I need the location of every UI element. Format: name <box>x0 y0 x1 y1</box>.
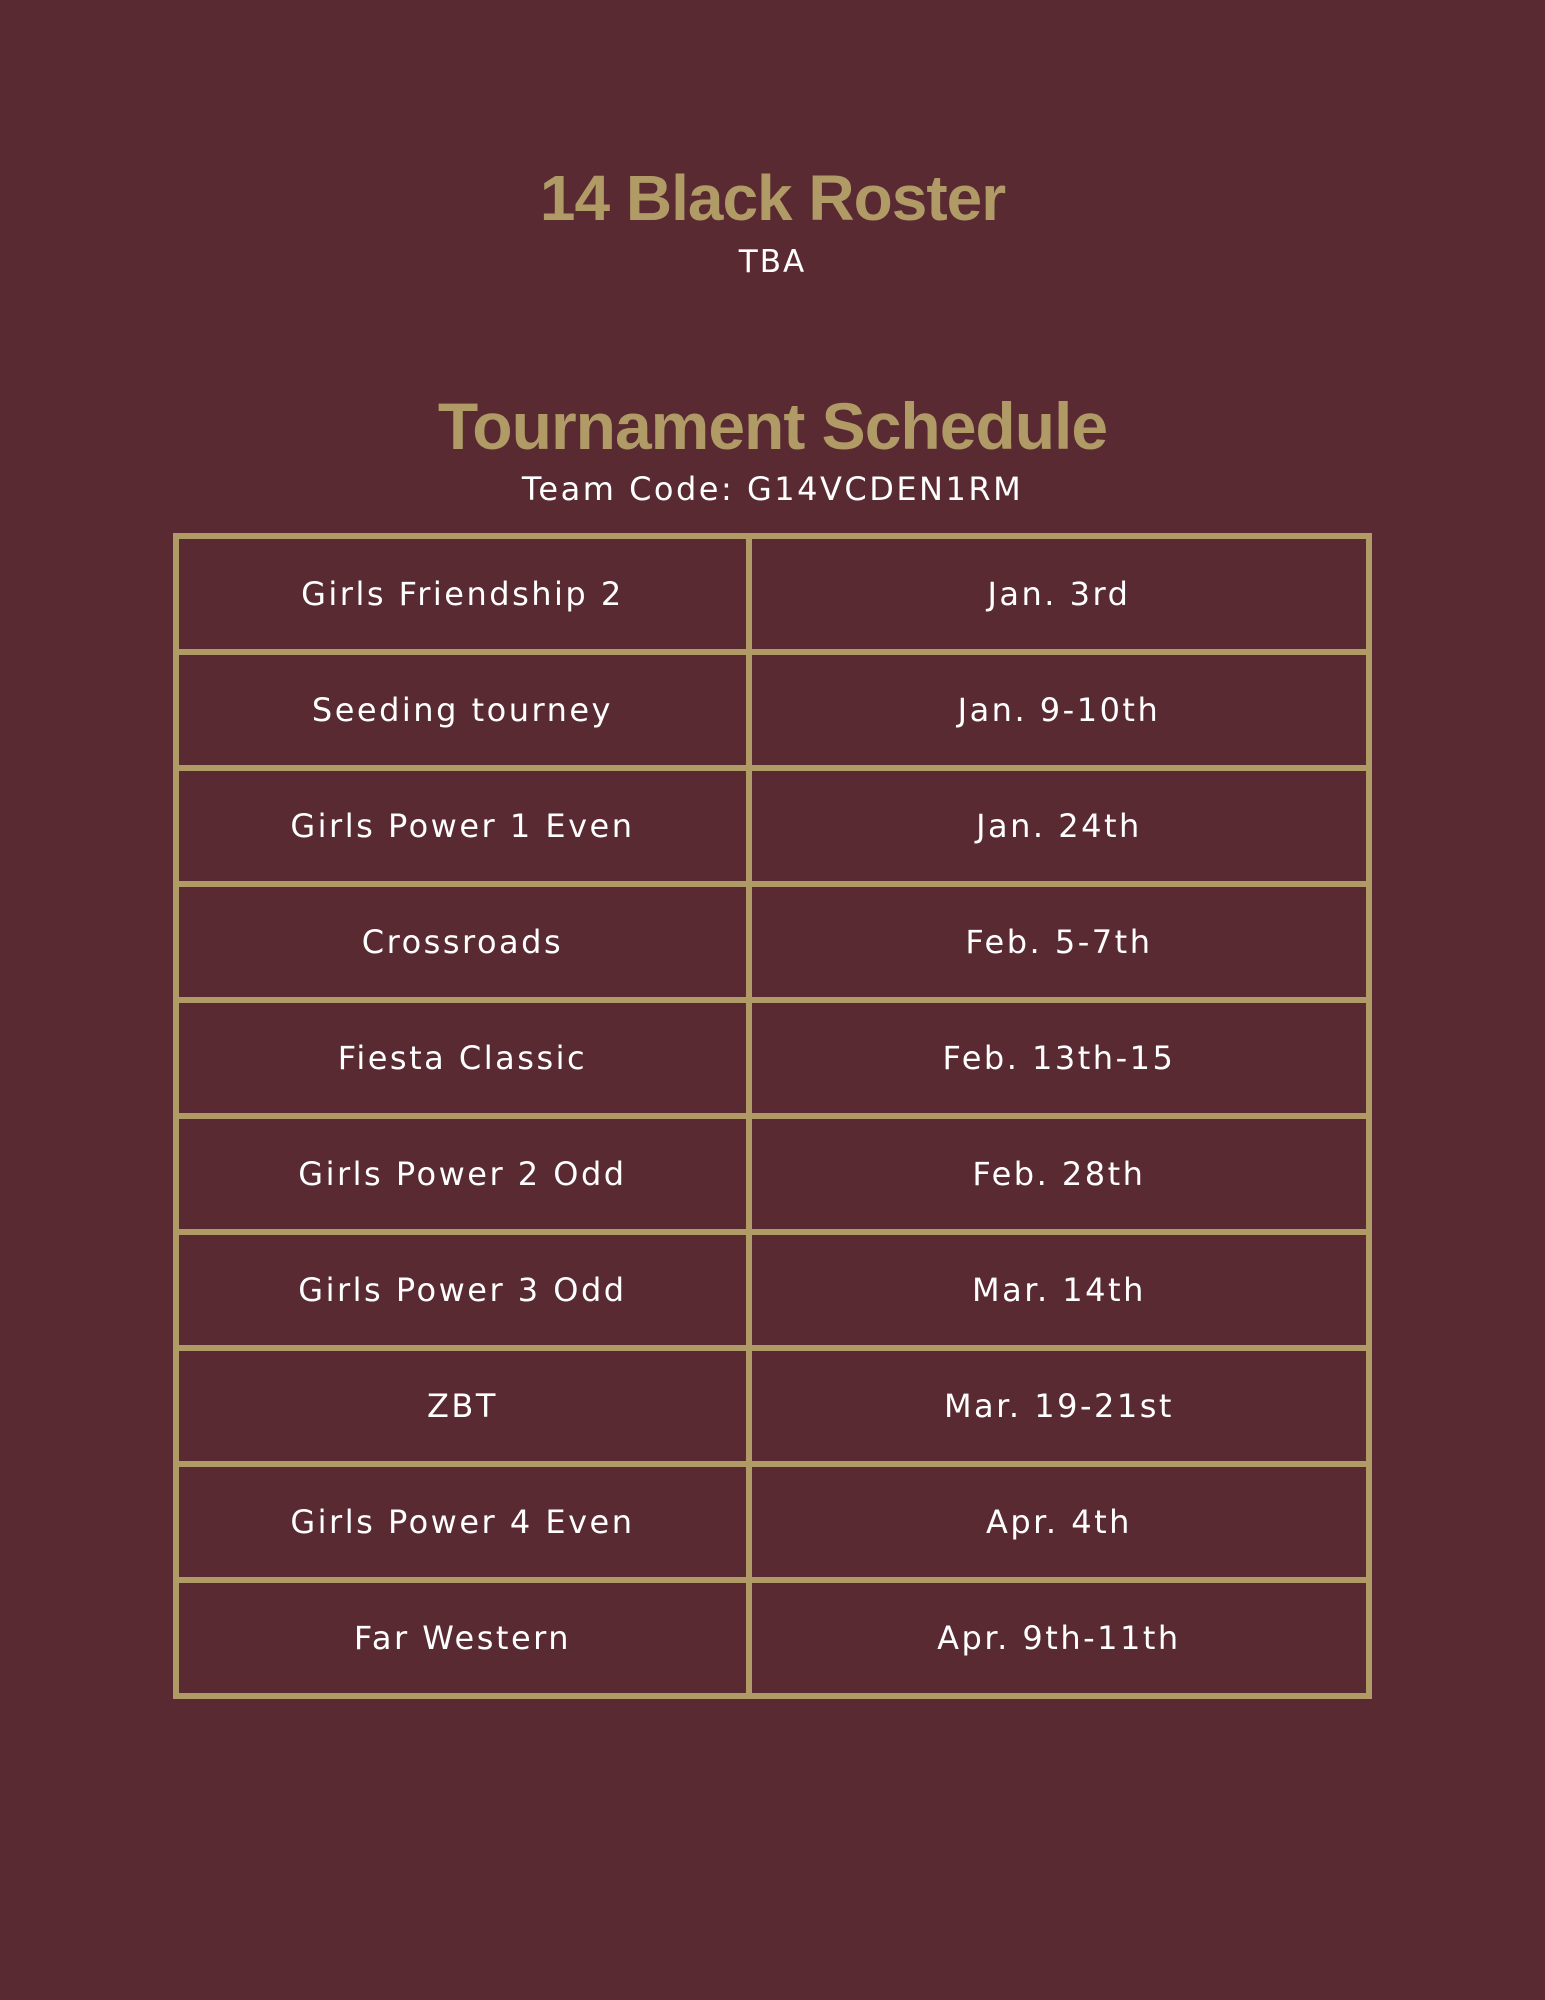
tournament-name: Far Western <box>176 1580 749 1696</box>
team-code: Team Code: G14VCDEN1RM <box>521 470 1024 508</box>
table-row <box>176 652 1369 768</box>
tournament-date: Jan. 3rd <box>749 536 1369 652</box>
tournament-date: Apr. 9th-11th <box>749 1580 1369 1696</box>
tournament-name: ZBT <box>176 1348 749 1464</box>
table-row <box>176 1464 1369 1580</box>
tournament-date: Jan. 9-10th <box>749 652 1369 768</box>
table-row <box>176 536 1369 652</box>
tournament-name: Girls Power 4 Even <box>176 1464 749 1580</box>
tournament-date: Mar. 19-21st <box>749 1348 1369 1464</box>
tournament-name: Seeding tourney <box>176 652 749 768</box>
tournament-date: Jan. 24th <box>749 768 1369 884</box>
roster-subtitle: TBA <box>738 244 807 280</box>
table-row <box>176 884 1369 1000</box>
tournament-name: Girls Power 3 Odd <box>176 1232 749 1348</box>
schedule-title: Tournament Schedule <box>437 389 1108 463</box>
table-row <box>176 1232 1369 1348</box>
tournament-name: Crossroads <box>176 884 749 1000</box>
tournament-date: Feb. 28th <box>749 1116 1369 1232</box>
table-row <box>176 1580 1369 1696</box>
table-row <box>176 1000 1369 1116</box>
tournament-name: Girls Power 1 Even <box>176 768 749 884</box>
roster-title: 14 Black Roster <box>539 162 1006 234</box>
tournament-date: Feb. 13th-15 <box>749 1000 1369 1116</box>
tournament-date: Mar. 14th <box>749 1232 1369 1348</box>
tournament-name: Fiesta Classic <box>176 1000 749 1116</box>
table-row <box>176 1116 1369 1232</box>
tournament-name: Girls Power 2 Odd <box>176 1116 749 1232</box>
table-row <box>176 1348 1369 1464</box>
tournament-date: Feb. 5-7th <box>749 884 1369 1000</box>
tournament-name: Girls Friendship 2 <box>176 536 749 652</box>
schedule-table <box>173 533 1372 1699</box>
tournament-date: Apr. 4th <box>749 1464 1369 1580</box>
table-row <box>176 768 1369 884</box>
